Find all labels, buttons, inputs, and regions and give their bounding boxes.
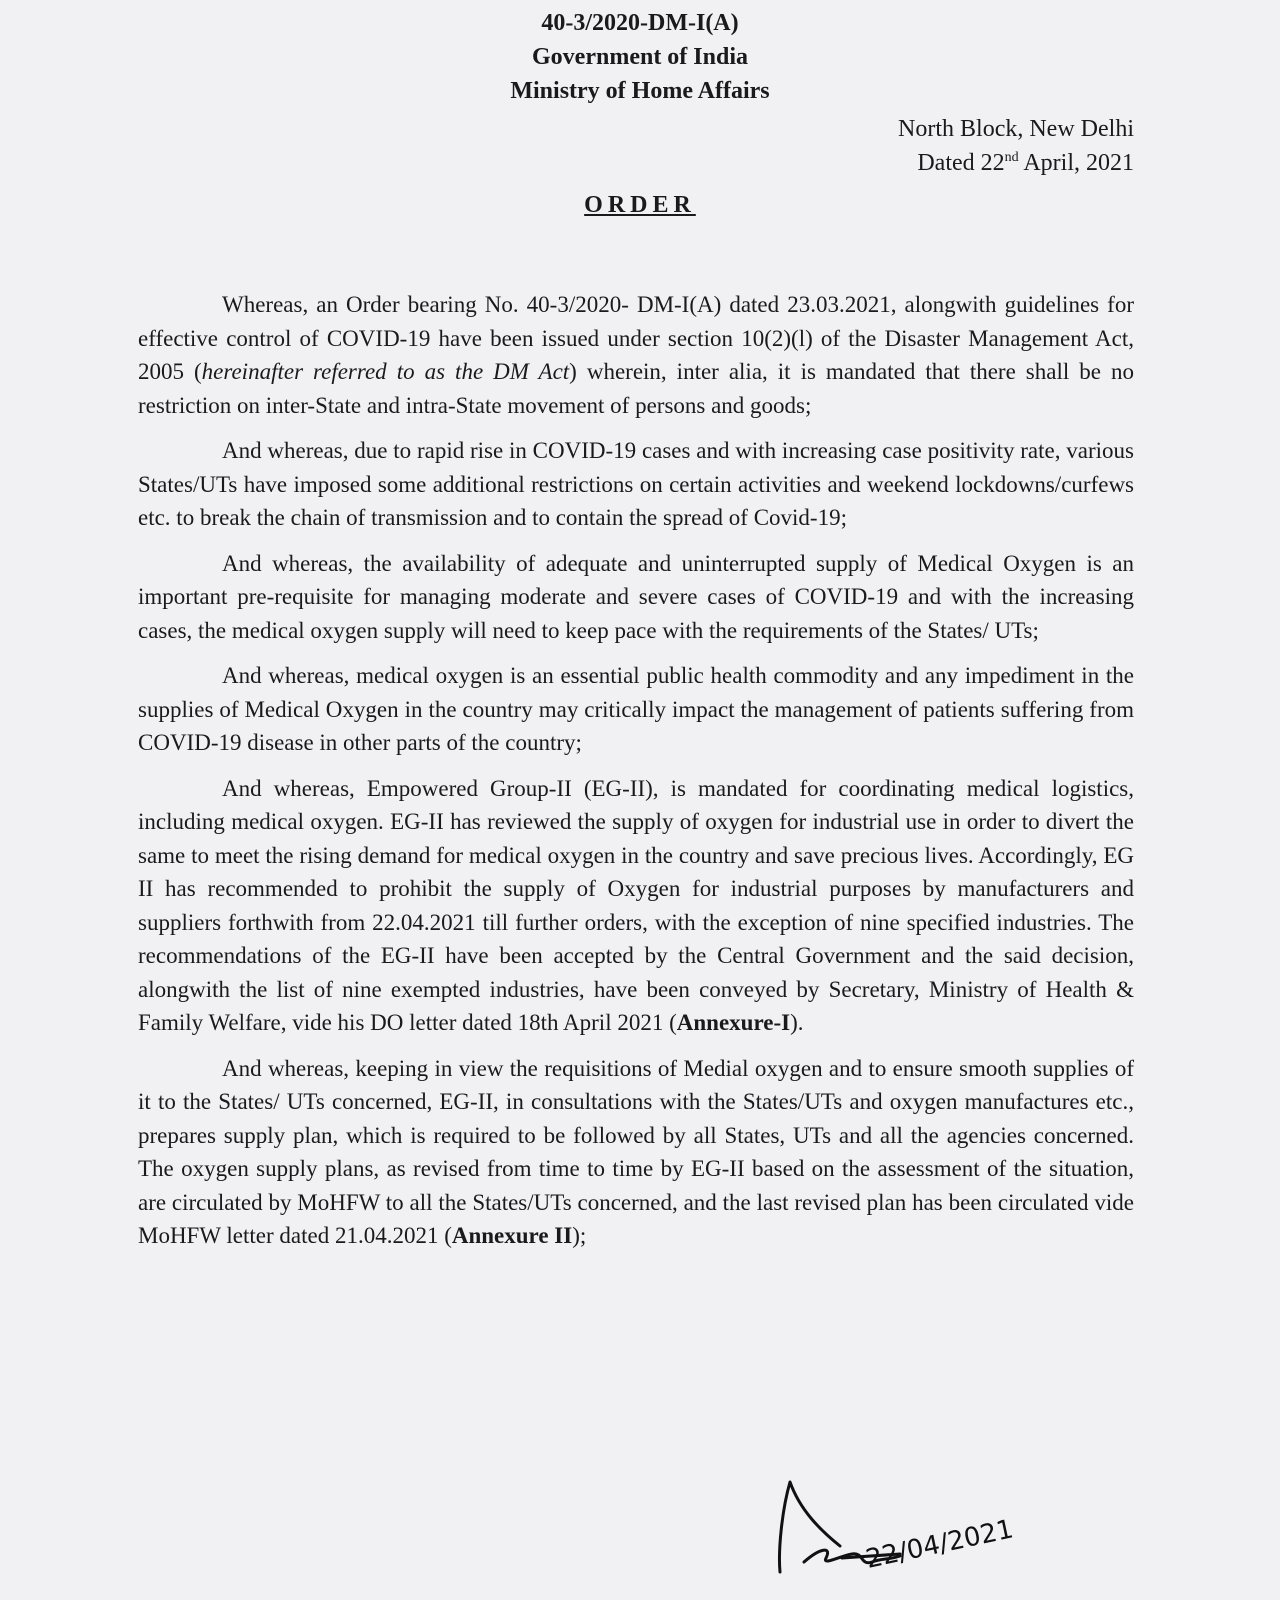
- ministry-name: Ministry of Home Affairs: [510, 78, 770, 104]
- file-number: 40-3/2020-DM-I(A): [541, 10, 739, 36]
- handwritten-date: 22/04/2021: [863, 1514, 1017, 1575]
- government-name: Government of India: [532, 44, 748, 70]
- paragraph-1: Whereas, an Order bearing No. 40-3/2020- DM-I(A) dated 23.03.2021, alongwith guidelines for effective control of COVID-19 have been issued under section 10(2)(l) of the Disaster Management Act, 2005 (hereinafter referred to as the DM Act) wherein, inter alia, it is mandated that there shall be no restriction on inter-State and intra-State movement of persons and goods;: [138, 292, 1134, 418]
- handwritten-signature: [760, 1470, 1120, 1590]
- paragraph-5: And whereas, Empowered Group-II (EG-II), is mandated for coordinating medical logistics, including medical oxygen. EG-II has reviewed the supply of oxygen for industrial use in order to divert the same to meet the rising demand for medical oxygen in the country and save precious lives. Accordingly, EG II has recommended to prohibit the supply of Oxygen for industrial purposes by manufacturers and suppliers forthwith from 22.04.2021 till further orders, with the exception of nine specified industries. The recommendations of the EG-II have been accepted by the Central Government and the said decision, alongwith the list of nine exempted industries, have been conveyed by Secretary, Ministry of Health & Family Welfare, vide his DO letter dated 18th April 2021 (Annexure-I).: [138, 775, 1134, 1035]
- paragraph-3: And whereas, the availability of adequate and uninterrupted supply of Medical Oxygen is an important pre-requisite for managing moderate and severe cases of COVID-19 and with the increasing cases, the medical oxygen supply will need to keep pace with the requirements of the States/ UTs;: [138, 550, 1134, 643]
- location: North Block, New Delhi: [898, 116, 1134, 142]
- paragraph-2: And whereas, due to rapid rise in COVID-19 cases and with increasing case positivity rate, various States/UTs have imposed some additional restrictions on certain activities and weekend lockdowns/curfews etc. to break the chain of transmission and to contain the spread of Covid-19;: [138, 438, 1134, 530]
- document-heading: [0, 6, 1280, 108]
- place-and-date: [898, 112, 1134, 180]
- issue-date: Dated 22nd April, 2021: [917, 150, 1134, 176]
- order-body: [138, 288, 1134, 1265]
- paragraph-4: And whereas, medical oxygen is an essential public health commodity and any impediment in the supplies of Medical Oxygen in the country may critically impact the management of patients suffering from COVID-19 disease in other parts of the country;: [138, 663, 1134, 755]
- paragraph-6: And whereas, keeping in view the requisitions of Medial oxygen and to ensure smooth supplies of it to the States/ UTs concerned, EG-II, in consultations with the States/UTs and oxygen manufactures etc., prepares supply plan, which is required to be followed by all States, UTs and all the agencies concerned. The oxygen supply plans, as revised from time to time by EG-II based on the assessment of the situation, are circulated by MoHFW to all the States/UTs concerned, and the last revised plan has been circulated vide MoHFW letter dated 21.04.2021 (Annexure II);: [138, 1055, 1134, 1248]
- order-title: ORDER: [584, 192, 696, 218]
